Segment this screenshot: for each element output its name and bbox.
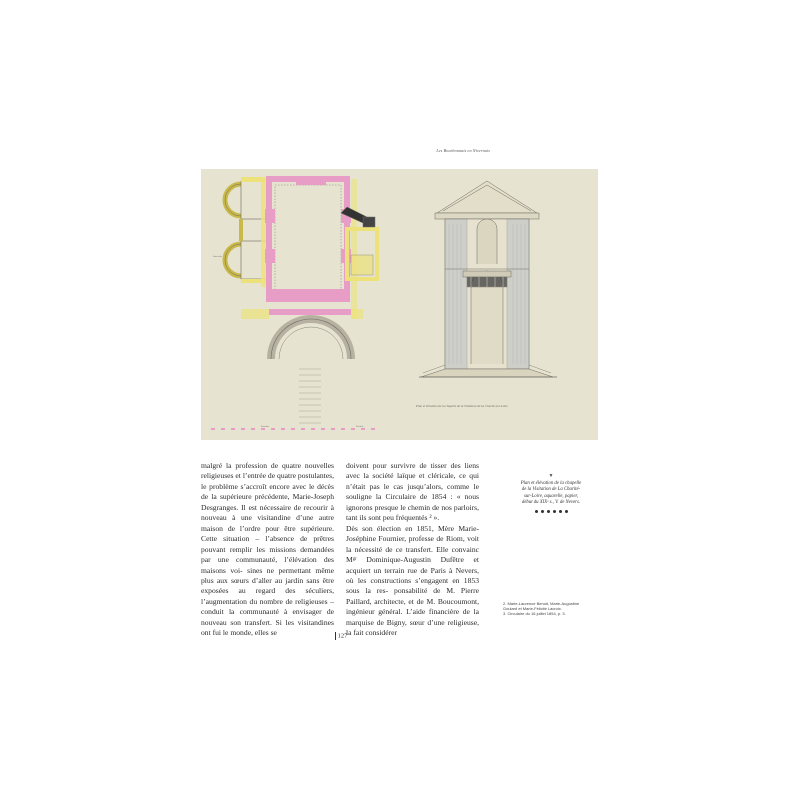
plate-handwritten-caption: Plan et élévation de la chapelle de la Visitation de La Charité-sur-Loire — [416, 404, 508, 408]
body-column-2 — [346, 461, 479, 639]
caption-marker-icon: ▼ — [548, 474, 554, 479]
body-text: doivent pour survivre de tisser des liens avec la société laïque et cléricale, ce qui n’était pas le cas jusqu’alors, comme le souligne la Circulaire de 1854 : « nous ignorons presque le chemin de nos parloirs, tant ils sont peu fréquentés ² ». — [346, 461, 479, 523]
footnote: 3. Circulaire du 16 juillet 1854, p. 3. — [503, 611, 566, 617]
plan-and-elevation-drawing — [201, 169, 598, 440]
body-text: malgré la profession de quatre nouvelles religieuses et l’entrée de quatre postulantes, le problème s’accroît encore avec le décès de la supérieure précédente, Marie-Joseph Desgranges. Il est nécessaire de recourir à nouveau à une visitandine d’une autre maison de l’ordre pour être supérieure. Cette situation – l’absence de prêtres pouvant remplir les missions demandées par une communauté, l’élévation des maisons voi- sines ne permettant même plus aux sœurs d’aller au jardin sans être exposées au regard des séculiers, l’augmentation du nombre de religieuses – conduit la communauté à envisager de nouveau son transfert. Si les visitandines ont fui le monde, elles se — [201, 461, 335, 638]
running-head: Les Bourbonnais en Nivernais — [436, 148, 490, 153]
svg-text:Sacristie: Sacristie — [213, 255, 222, 258]
architectural-plate — [201, 169, 598, 440]
footnote: Goulard et Marie-Félicité Lacroix. — [503, 606, 562, 612]
svg-text:Escalier: Escalier — [261, 425, 270, 428]
body-text: Dès son élection en 1851, Mère Marie- Joséphine Fournier, professe de Riom, voit la nécessité de ce transfert. Elle convainc Mᵍʳ Dominique-Augustin Dufêtre et acquiert un terrain rue de Paris à Nevers, où les constructions s’engagent en 1853 sous la res- ponsabilité de M. Pierre Paillard, architecte, et de M. Boucoumont, ingénieur général. L’aide financière de la marquise de Bigny, sœur d’une religieuse, la fait considérer — [346, 523, 479, 638]
caption-dots — [503, 510, 599, 513]
figure-caption: ▼ Plan et élévation de la chapelle de la Visitation de La Charité- sur-Loire, aquarelle, papier, début du XIXᵉ s., V. de Nevers. — [503, 474, 599, 513]
body-column-1 — [201, 461, 334, 639]
page-number: 127 — [337, 632, 348, 640]
svg-text:Parloir: Parloir — [356, 425, 364, 428]
footnotes — [503, 601, 599, 617]
footnote: 2. Marie-Laurence Benoit, Marie-Augustine — [503, 601, 580, 606]
